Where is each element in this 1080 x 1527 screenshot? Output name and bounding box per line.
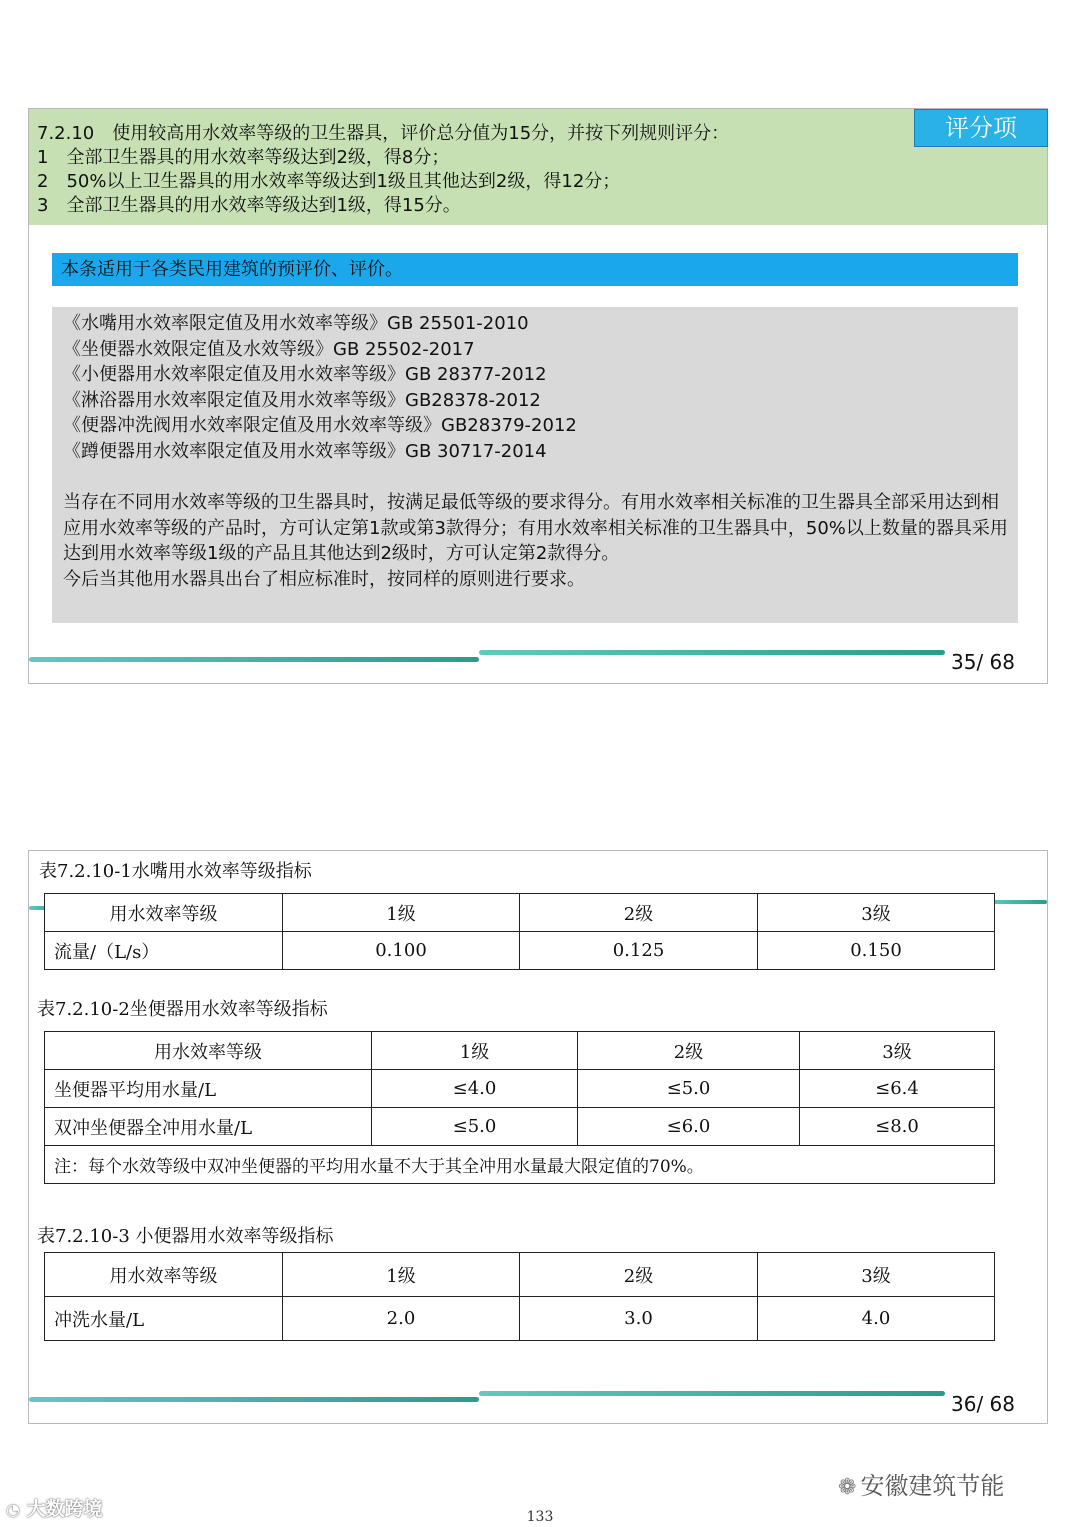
table-cell: ≤6.0 [578, 1108, 800, 1146]
wechat-icon: ❁ [838, 1475, 857, 1500]
table-row [45, 1297, 995, 1341]
standard-item: 《水嘴用水效率限定值及用水效率等级》GB 25501-2010 [63, 313, 529, 334]
standard-item: 《坐便器水效限定值及水效等级》GB 25502-2017 [63, 338, 475, 360]
table-1-title: 表7.2.10-1水嘴用水效率等级指标 [39, 861, 312, 882]
footer-rule-left [29, 1397, 479, 1402]
clause-box [29, 109, 1047, 225]
standard-item: 《蹲便器用水效率限定值及用水效率等级》GB 30717-2014 [63, 440, 547, 462]
watermark-text: 大数跨境 [26, 1498, 103, 1520]
slide-36 [28, 850, 1048, 1424]
score-item-tag: 评分项 [914, 109, 1048, 147]
table-header-cell: 3级 [758, 1253, 995, 1297]
table-cell: 0.150 [758, 932, 995, 970]
table-cell: 流量/（L/s） [45, 932, 283, 970]
clause-rule-1: 1 全部卫生器具的用水效率等级达到2级，得8分； [37, 147, 450, 168]
table-header-cell: 用水效率等级 [45, 894, 283, 932]
table-header-cell: 3级 [800, 1032, 995, 1070]
table-header-cell: 1级 [283, 894, 520, 932]
wechat-watermark [838, 1466, 1053, 1500]
watermark-text: 安徽建筑节能 [860, 1472, 1005, 1500]
footer-rule-right [479, 650, 945, 655]
table-cell: ≤6.4 [800, 1070, 995, 1108]
slide-35 [28, 108, 1048, 684]
table-cell: 0.100 [283, 932, 520, 970]
standard-item: 《便器冲洗阀用水效率限定值及用水效率等级》GB28379-2012 [63, 415, 577, 436]
clause-rule-2: 2 50%以上卫生器具的用水效率等级达到1级且其他达到2级，得12分； [37, 171, 621, 192]
clause-title: 7.2.10 使用较高用水效率等级的卫生器具，评价总分值为15分，并按下列规则评分： [37, 123, 730, 144]
table-faucet [44, 893, 995, 970]
corner-watermark [6, 1494, 103, 1521]
table-2-title: 表7.2.10-2坐便器用水效率等级指标 [37, 999, 328, 1020]
table-note-row [45, 1146, 995, 1184]
table-cell: 3.0 [520, 1297, 758, 1341]
standard-item: 《小便器用水效率限定值及用水效率等级》GB 28377-2012 [63, 364, 547, 385]
clause-rule-3: 3 全部卫生器具的用水效率等级达到1级，得15分。 [37, 195, 461, 216]
explanation-paragraph-2: 今后当其他用水器具出台了相应标准时，按同样的原则进行要求。 [63, 568, 585, 590]
table-header-cell: 1级 [283, 1253, 520, 1297]
table-note: 注：每个水效等级中双冲坐便器的平均用水量不大于其全冲用水量最大限定值的70%。 [45, 1146, 995, 1184]
table-row [45, 1108, 995, 1146]
table-cell: ≤8.0 [800, 1108, 995, 1146]
table-header-cell: 2级 [578, 1032, 800, 1070]
table-cell: 冲洗水量/L [45, 1297, 283, 1341]
table-cell: ≤5.0 [372, 1108, 578, 1146]
page-number: 35/ 68 [951, 650, 1015, 674]
table-cell: 0.125 [520, 932, 758, 970]
watermark-logo-icon: ◔ [6, 1500, 20, 1519]
table-cell: 坐便器平均用水量/L [45, 1070, 372, 1108]
table-header-cell: 用水效率等级 [45, 1253, 283, 1297]
table-row [45, 932, 995, 970]
footer-rule-right [479, 1391, 945, 1396]
explanation-paragraph: 当存在不同用水效率等级的卫生器具时，按满足最低等级的要求得分。有用水效率相关标准的卫生器具全部采用达到相应用水效率等级的产品时，方可认定第1款或第3款得分；有用水效率相关标准的卫生器具中，50%以上数量的器具采用达到用水效率等级1级的产品且其他达到2级时，方可认定第2款得分。 [63, 492, 1008, 564]
table-toilet [44, 1031, 995, 1184]
footer-rule-left [29, 657, 479, 662]
table-cell: 双冲坐便器全冲用水量/L [45, 1108, 372, 1146]
table-urinal [44, 1252, 995, 1341]
table-header-cell: 3级 [758, 894, 995, 932]
table-header-cell: 用水效率等级 [45, 1032, 372, 1070]
standard-item: 《淋浴器用水效率限定值及用水效率等级》GB28378-2012 [63, 389, 541, 411]
table-3-title: 表7.2.10-3 小便器用水效率等级指标 [37, 1226, 334, 1247]
table-row [45, 1070, 995, 1108]
explanation-box [52, 307, 1018, 623]
scope-bar: 本条适用于各类民用建筑的预评价、评价。 [52, 253, 1018, 286]
document-page-number: 133 [526, 1509, 554, 1525]
table-header-cell: 2级 [520, 894, 758, 932]
table-cell: ≤4.0 [372, 1070, 578, 1108]
table-cell: 4.0 [758, 1297, 995, 1341]
table-header-cell: 2级 [520, 1253, 758, 1297]
table-cell: ≤5.0 [578, 1070, 800, 1108]
header-rule-right [989, 900, 1047, 904]
table-header-cell: 1级 [372, 1032, 578, 1070]
page-number: 36/ 68 [951, 1392, 1015, 1416]
table-cell: 2.0 [283, 1297, 520, 1341]
